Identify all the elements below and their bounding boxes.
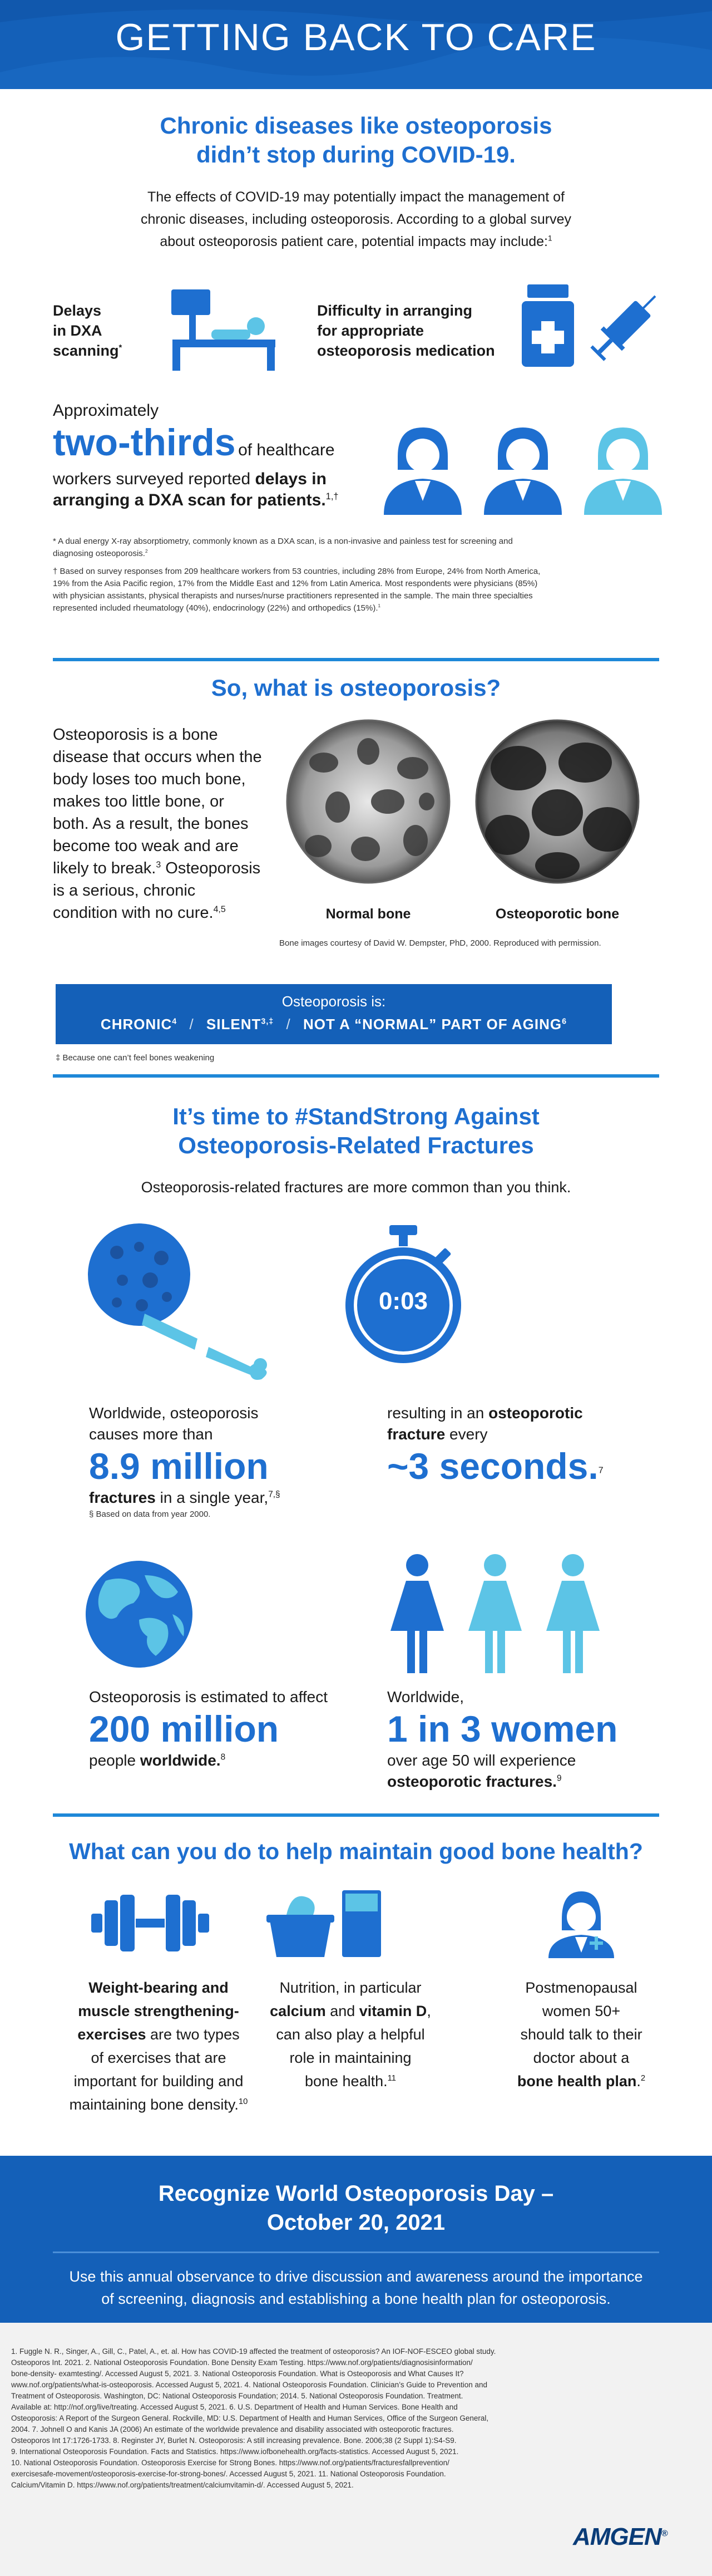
osteoporosis-is-band bbox=[56, 984, 612, 1044]
wi-line7 bbox=[53, 857, 298, 879]
approx-label: Approximately bbox=[53, 401, 159, 420]
hc2-line2 bbox=[259, 1999, 442, 2023]
intro-heading bbox=[0, 111, 712, 169]
header-banner bbox=[0, 0, 712, 89]
intro-p-line1: The effects of COVID-19 may potentially impact the management of bbox=[147, 189, 565, 205]
ref-line: www.nof.org/patients/what-is-osteoporosis. Accessed August 5, 2021. 4. National Osteoporosis Foundation. Clinician’s Guide to Prevention and bbox=[11, 2381, 487, 2389]
stat3-line2-bold: worldwide. bbox=[140, 1752, 221, 1769]
intro-p-line3-text: about osteoporosis patient care, potential impacts may include: bbox=[160, 234, 548, 249]
stat2-line1-bold: osteoporotic bbox=[488, 1404, 583, 1422]
stat-fractures bbox=[89, 1403, 280, 1508]
wi-line3: body loses too much bone, bbox=[53, 770, 246, 788]
hc3-line1: Postmenopausal bbox=[525, 1979, 637, 1996]
ref-line: 2004. 7. Johnell O and Kanis JA (2006) An estimate of the worldwide prevalence and disability associated with osteoporotic fractures. bbox=[11, 2425, 454, 2434]
ref-line: bone-density- examtesting/. Accessed August 5, 2021. 3. National Osteoporosis Foundation. What is Osteoporosis and What Causes It? bbox=[11, 2369, 464, 2378]
impact1-line1: Delays bbox=[53, 302, 102, 319]
band-item-chronic: CHRONIC bbox=[100, 1016, 172, 1033]
hc2-line1: Nutrition, in particular bbox=[279, 1979, 422, 1996]
wi-line7b: Osteoporosis bbox=[161, 859, 261, 877]
intro-p-line3 bbox=[0, 230, 712, 253]
ref-line: Osteoporos Int. 2021. 2. National Osteoporosis Foundation. Bone Density Exam Testing. https://www.nof.org/patients/diagnosisinformation/ bbox=[11, 2358, 473, 2367]
stat4-line1: Worldwide, bbox=[387, 1688, 464, 1705]
fractures-heading-line2: Osteoporosis-Related Fractures bbox=[178, 1132, 534, 1158]
fn-dxa-line1: * A dual energy X-ray absorptiometry, commonly known as a DXA scan, is a non-invasive and painless test for screening and bbox=[53, 537, 513, 546]
impact2-line1: Difficulty in arranging bbox=[317, 302, 473, 319]
hc2-and: and bbox=[325, 2003, 359, 2019]
hc2-sup: 11 bbox=[387, 2074, 397, 2083]
fn-survey-line2: 19% from the Asia Pacific region, 17% from the Middle East and 12% from Latin America. Most respondents were physicians (85%) bbox=[53, 579, 538, 588]
women-icon bbox=[384, 1553, 617, 1675]
recognize-p-line1: Use this annual observance to drive discussion and awareness around the importance bbox=[69, 2268, 643, 2285]
doctor-icon-2 bbox=[484, 427, 562, 515]
two-thirds-line bbox=[53, 421, 335, 464]
hc1-line3-bold: exercises bbox=[77, 2026, 146, 2043]
band-sep-1: / bbox=[189, 1016, 194, 1033]
stat2-line2-bold: fracture bbox=[387, 1425, 446, 1443]
stat3-line2-text: people bbox=[89, 1752, 140, 1769]
band-item-silent: SILENT bbox=[206, 1016, 261, 1033]
stat1-line3-text: in a single year, bbox=[155, 1489, 269, 1506]
impact2-line3: osteoporosis medication bbox=[317, 342, 495, 359]
health-col-doctor bbox=[490, 1976, 673, 2093]
band-footnote: ‡ Because one can’t feel bones weakening bbox=[56, 1053, 215, 1063]
intro-heading-line2: didn’t stop during COVID-19. bbox=[196, 141, 516, 168]
woman-icon-2 bbox=[468, 1554, 522, 1673]
impact1-line2: in DXA bbox=[53, 322, 102, 339]
stat3-sup: 8 bbox=[220, 1752, 226, 1762]
section-divider-1 bbox=[53, 658, 659, 661]
stat4-sup: 9 bbox=[556, 1773, 562, 1783]
intro-heading-line1: Chronic diseases like osteoporosis bbox=[160, 112, 552, 139]
hc2-comma: , bbox=[427, 2003, 431, 2019]
hc2-calcium: calcium bbox=[270, 2003, 326, 2019]
what-is-paragraph bbox=[53, 724, 298, 924]
wi-line9-text: condition with no cure. bbox=[53, 904, 214, 922]
stat1-sup: 7,§ bbox=[268, 1489, 280, 1500]
fractures-heading-line1: It’s time to #StandStrong Against bbox=[172, 1103, 540, 1129]
ref-line: 1. Fuggle N. R., Singer, A., Gill, C., Patel, A., et. al. How has COVID-19 affected the treatment of osteoporosis? An IOF-NOF-ESCEO global study. bbox=[11, 2347, 496, 2356]
health-heading: What can you do to help maintain good bone health? bbox=[69, 1838, 643, 1864]
ref-line: exercisesafe-movement/osteoporosis-exercise-for-strong-bones/. Accessed August 5, 2021. 11. National Osteoporosis Foundation. bbox=[11, 2470, 446, 2478]
page-title: GETTING BACK TO CARE bbox=[115, 16, 597, 58]
wi-sup1: 3 bbox=[156, 860, 161, 870]
impact-delays-text bbox=[53, 301, 122, 361]
stat4-big: 1 in 3 women bbox=[387, 1708, 618, 1749]
hc3-sup: 2 bbox=[640, 2074, 646, 2083]
band-sup-2: 3,‡ bbox=[261, 1017, 274, 1026]
intro-p-sup: 1 bbox=[547, 234, 552, 243]
wi-line1: Osteoporosis is a bone bbox=[53, 726, 218, 744]
fn-dxa-line2 bbox=[53, 548, 665, 560]
fn-survey-line4 bbox=[53, 602, 665, 614]
amgen-logo-text: AMGEN bbox=[573, 2523, 661, 2550]
fractures-heading bbox=[0, 1102, 712, 1160]
fn-dxa-sup: 2 bbox=[145, 549, 148, 554]
hc2-line5 bbox=[259, 2069, 442, 2093]
stat2-line2 bbox=[387, 1424, 604, 1445]
hc3-line5-bold: bone health plan bbox=[517, 2073, 637, 2090]
wi-line4: makes too little bone, or bbox=[53, 793, 224, 810]
wi-line2: disease that occurs when the bbox=[53, 748, 262, 766]
two-thirds-line3-text: workers surveyed reported bbox=[53, 470, 251, 488]
what-is-heading: So, what is osteoporosis? bbox=[211, 675, 501, 701]
hc1-line3 bbox=[67, 2023, 250, 2046]
impact1-line3 bbox=[53, 341, 122, 361]
hc3-period: . bbox=[636, 2073, 641, 2090]
broken-bone-icon bbox=[83, 1219, 273, 1380]
hc1-line4: of exercises that are bbox=[91, 2049, 226, 2066]
stat1-note: § Based on data from year 2000. bbox=[89, 1510, 211, 1519]
fractures-subheading: Osteoporosis-related fractures are more common than you think. bbox=[141, 1179, 571, 1196]
bone-image-credit: Bone images courtesy of David W. Dempster, PhD, 2000. Reproduced with permission. bbox=[279, 938, 601, 948]
ref-line: Treatment of Osteoporosis. Washington, DC: National Osteoporosis Foundation; 2014. 5. National Osteoporosis Foundation. Treatment. bbox=[11, 2392, 463, 2400]
wi-line9 bbox=[53, 902, 298, 924]
normal-bone-label: Normal bone bbox=[325, 906, 411, 922]
hc2-line5-text: bone health. bbox=[304, 2073, 388, 2090]
globe-icon bbox=[83, 1559, 195, 1670]
fn-survey-line1: † Based on survey responses from 209 healthcare workers from 53 countries, including 28% from Europe, 24% from North America, bbox=[53, 567, 541, 576]
wi-sup2: 4,5 bbox=[213, 904, 226, 915]
hc3-line3: should talk to their bbox=[520, 2026, 642, 2043]
recognize-heading-line2: October 20, 2021 bbox=[266, 2210, 446, 2235]
dairy-icon bbox=[264, 1887, 392, 1959]
hc1-sup: 10 bbox=[238, 2097, 248, 2106]
hc2-line3: can also play a helpful bbox=[276, 2026, 425, 2043]
impact2-line2: for appropriate bbox=[317, 322, 424, 339]
impact1-sup: * bbox=[118, 343, 122, 352]
dxa-scanner-icon bbox=[167, 284, 278, 373]
fn-survey-line3: with physician assistants, physical therapists and nurses/nurse practitioners represented in the sample. The main three specialties bbox=[53, 591, 533, 601]
impact-medication-text bbox=[317, 301, 495, 361]
hc1-line5: important for building and bbox=[73, 2073, 244, 2090]
intro-paragraph bbox=[0, 186, 712, 253]
woman-icon-1 bbox=[390, 1554, 444, 1673]
stat4-line2: over age 50 will experience bbox=[387, 1752, 576, 1769]
band-sup-3: 6 bbox=[562, 1017, 567, 1026]
stat1-line1: Worldwide, osteoporosis bbox=[89, 1404, 259, 1422]
stat3-big: 200 million bbox=[89, 1708, 279, 1749]
osteoporotic-bone-image bbox=[474, 718, 641, 885]
stat2-big: ~3 seconds. bbox=[387, 1446, 599, 1487]
wi-line5: both. As a result, the bones bbox=[53, 815, 249, 833]
fn-dxa-line2-text: diagnosing osteoporosis. bbox=[53, 549, 145, 558]
recognize-heading bbox=[0, 2179, 712, 2237]
medicine-bottle-icon bbox=[517, 281, 578, 370]
recognize-divider bbox=[53, 2251, 659, 2253]
hc2-line4: role in maintaining bbox=[289, 2049, 412, 2066]
impact1-line3-text: scanning bbox=[53, 342, 119, 359]
stat4-line3 bbox=[387, 1771, 617, 1792]
two-thirds-line4 bbox=[53, 490, 339, 511]
stat2-line1 bbox=[387, 1403, 604, 1424]
ref-line: Calcium/Vitamin D. https://www.nof.org/patients/treatment/calciumvitamin-d/. Accessed August 5, 2021. bbox=[11, 2481, 354, 2489]
two-thirds-line3-bold: delays in bbox=[255, 470, 327, 488]
recognize-paragraph bbox=[0, 2265, 712, 2310]
hc1-line6-text: maintaining bone density. bbox=[69, 2096, 239, 2113]
wi-line7-text: likely to break. bbox=[53, 859, 156, 877]
band-sep-2: / bbox=[286, 1016, 291, 1033]
section-divider-3 bbox=[53, 1813, 659, 1817]
hc1-line2: muscle strengthening- bbox=[78, 2003, 239, 2019]
stat4-line3-bold: osteoporotic fractures. bbox=[387, 1773, 557, 1790]
stat1-line3-bold: fractures bbox=[89, 1489, 156, 1506]
stat2-big-line bbox=[387, 1445, 604, 1487]
stat1-line2: causes more than bbox=[89, 1425, 213, 1443]
intro-p-line2: chronic diseases, including osteoporosis. According to a global survey bbox=[140, 212, 572, 227]
footnotes-survey bbox=[53, 535, 665, 614]
stat3-line1: Osteoporosis is estimated to affect bbox=[89, 1688, 328, 1705]
fn-survey-sup: 1 bbox=[378, 603, 381, 608]
stat-1-in-3 bbox=[387, 1687, 617, 1792]
two-thirds-of-hc: of healthcare bbox=[238, 441, 335, 459]
stat-seconds bbox=[387, 1403, 604, 1487]
hc3-line2: women 50+ bbox=[542, 2003, 621, 2019]
ref-line: Osteoporos Int 17:1726-1733. 8. Reginster JY, Burlet N. Osteoporosis: A still increasing prevalence. Bone. 2006;38 (2 Suppl 1):S4-S9. bbox=[11, 2436, 457, 2445]
band-sup-1: 4 bbox=[172, 1017, 177, 1026]
stat1-big: 8.9 million bbox=[89, 1446, 269, 1487]
hc1-line3-text: are two types bbox=[146, 2026, 240, 2043]
ref-line: 9. International Osteoporosis Foundation. Facts and Statistics. https://www.iofbonehealth.org/facts-statistics. Accessed August 5, 2021. bbox=[11, 2447, 459, 2456]
ref-line: Available at: http://nof.org/live/treating. Accessed August 5, 2021. 6. U.S. Department of Health and Human Services. Bone Health and bbox=[11, 2403, 458, 2411]
ref-line: Osteoporosis: A Report of the Surgeon General. Rockville, MD: U.S. Department of Health and Human Services, Office of the Surgeon General, bbox=[11, 2414, 489, 2422]
two-thirds-desc bbox=[53, 469, 339, 511]
wi-line8: is a serious, chronic bbox=[53, 882, 196, 899]
recognize-p-line2: of screening, diagnosis and establishing a bone health plan for osteoporosis. bbox=[101, 2290, 611, 2307]
woman-icon-3 bbox=[546, 1554, 600, 1673]
stat3-line2 bbox=[89, 1750, 328, 1771]
doctor-icon-3 bbox=[584, 427, 662, 515]
syringe-icon bbox=[584, 284, 668, 367]
amgen-logo-mark: ® bbox=[661, 2529, 668, 2539]
osteoporotic-bone-label: Osteoporotic bone bbox=[495, 906, 620, 922]
amgen-logo bbox=[573, 2523, 668, 2551]
hc2-vitamin-d: vitamin D bbox=[359, 2003, 427, 2019]
two-thirds-line4-bold: arranging a DXA scan for patients. bbox=[53, 491, 326, 509]
healthcare-workers-icon bbox=[378, 423, 673, 518]
stat-200-million bbox=[89, 1687, 328, 1771]
two-thirds-line3 bbox=[53, 469, 339, 490]
recognize-band bbox=[0, 2156, 712, 2323]
osteo-band-items bbox=[56, 1016, 612, 1033]
stopwatch-time: 0:03 bbox=[378, 1287, 428, 1315]
normal-bone-image bbox=[285, 718, 452, 885]
band-item-aging: NOT A “NORMAL” PART OF AGING bbox=[303, 1016, 562, 1033]
ref-line: 10. National Osteoporosis Foundation. Osteoporosis Exercise for Strong Bones. https://www.nof.org/patients/fracturesfallprevention/ bbox=[11, 2459, 449, 2467]
doctor-consult-icon bbox=[545, 1887, 617, 1959]
wi-line6: become too weak and are bbox=[53, 837, 239, 855]
hc3-line5 bbox=[490, 2069, 673, 2093]
fn-survey-line4-text: represented included rheumatology (40%), endocrinology (22%) and orthopedics (15%). bbox=[53, 603, 378, 613]
hc3-line4: doctor about a bbox=[533, 2049, 630, 2066]
two-thirds-sup: 1,† bbox=[325, 491, 339, 502]
doctor-icon-1 bbox=[384, 427, 462, 515]
references-footer bbox=[0, 2323, 712, 2576]
references-list bbox=[11, 2346, 701, 2491]
hc1-line1: Weight-bearing and bbox=[88, 1979, 229, 1996]
stat2-line1-text: resulting in an bbox=[387, 1404, 484, 1422]
section-divider-2 bbox=[53, 1074, 659, 1078]
osteo-band-label: Osteoporosis is: bbox=[281, 993, 386, 1010]
stat2-line2-text: every bbox=[445, 1425, 488, 1443]
two-thirds-stat: two-thirds bbox=[53, 421, 236, 464]
recognize-heading-line1: Recognize World Osteoporosis Day – bbox=[158, 2181, 554, 2206]
health-col-nutrition bbox=[259, 1976, 442, 2093]
health-col-exercise bbox=[67, 1976, 250, 2116]
hc1-line6 bbox=[67, 2093, 250, 2116]
stat2-sup: 7 bbox=[598, 1466, 604, 1476]
stat1-line3 bbox=[89, 1487, 280, 1508]
dumbbell-icon bbox=[89, 1892, 211, 1954]
